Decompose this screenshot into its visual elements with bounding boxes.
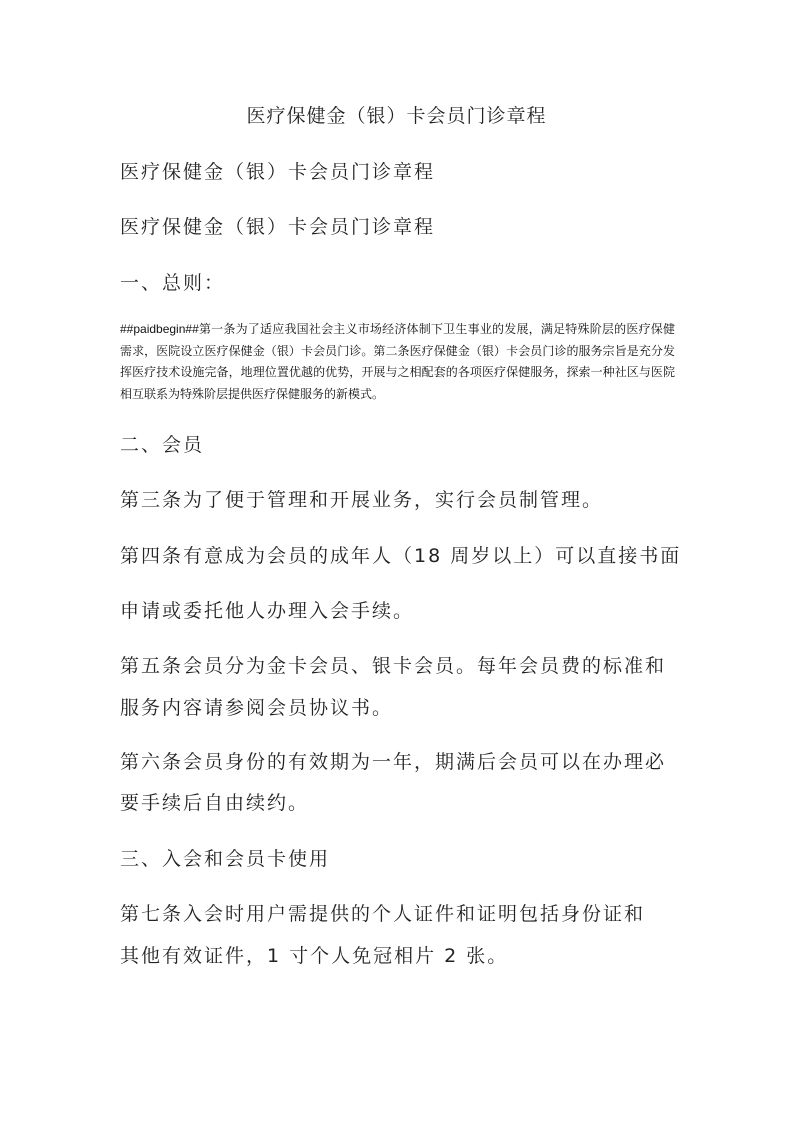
- section-1-body: 第一条为了适应我国社会主义市场经济体制下卫生事业的发展，满足特殊阶层的医疗保健需求，医院设立医疗保健金（银）卡会员门诊。第二条医疗保健金（银）卡会员门诊的服务宗旨是充分发挥医疗技术设施完备，地理位置优越的优势，开展与之相配套的各项医疗保健服务，探索一种社区与医院相互联系为特殊阶层提供医疗保健服务的新模式。: [120, 322, 675, 401]
- subtitle-1: 医疗保健金（银）卡会员门诊章程: [120, 161, 436, 183]
- section-3-heading: 三、入会和会员卡使用: [120, 848, 331, 870]
- subtitle-2: 医疗保健金（银）卡会员门诊章程: [120, 216, 436, 238]
- article-7-line-2: 其他有效证件，1 寸个人免冠相片 2 张。: [120, 945, 509, 967]
- article-7-line-1: 第七条入会时用户需提供的个人证件和证明包括身份证和: [120, 903, 646, 925]
- section-2-heading: 二、会员: [120, 434, 205, 456]
- article-6-line-1: 第六条会员身份的有效期为一年，期满后会员可以在办理必: [120, 751, 667, 773]
- article-6-line-2: 要手续后自由续约。: [120, 792, 310, 814]
- section-1-heading: 一、总则：: [120, 272, 226, 294]
- article-3: 第三条为了便于管理和开展业务，实行会员制管理。: [120, 489, 604, 511]
- page-title: 医疗保健金（银）卡会员门诊章程: [246, 105, 547, 127]
- paid-begin-tag: ##paidbegin##: [120, 322, 199, 336]
- article-4-line-1: 第四条有意成为会员的成年人（18 周岁以上）可以直接书面: [120, 545, 682, 567]
- article-5-line-1: 第五条会员分为金卡会员、银卡会员。每年会员费的标准和: [120, 655, 667, 677]
- article-4-line-2: 申请或委托他人办理入会手续。: [120, 600, 415, 622]
- article-5-line-2: 服务内容请参阅会员协议书。: [120, 697, 394, 719]
- section-1-paragraph: [120, 319, 675, 405]
